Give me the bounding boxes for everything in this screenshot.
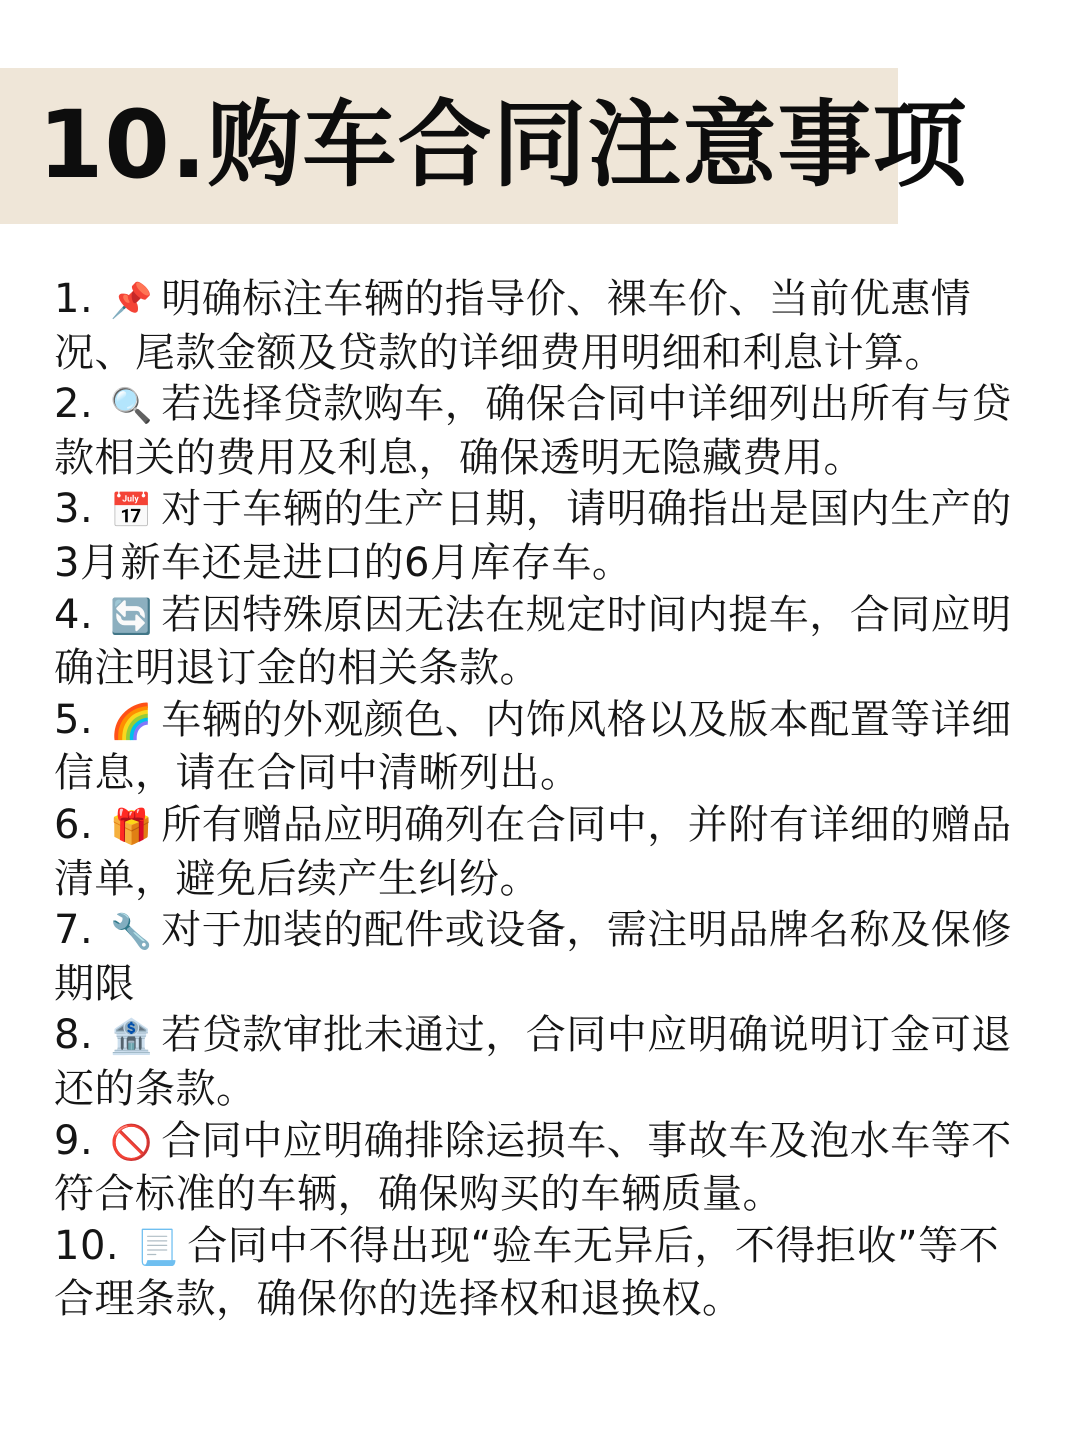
item-text: 对于加装的配件或设备，需注明品牌名称及保修期限: [54, 907, 1012, 1007]
item-number: 9.: [54, 1117, 94, 1164]
magnifier-icon: 🔍: [110, 386, 154, 427]
item-number: 2.: [54, 381, 94, 428]
list-item: [54, 379, 1034, 484]
pushpin-icon: 📌: [110, 281, 154, 321]
item-text: 明确标注车辆的指导价、裸车价、当前优惠情况、尾款金额及贷款的详细费用明细和利息计算。: [54, 276, 972, 376]
item-number: 3.: [54, 486, 94, 533]
item-text: 若贷款审批未通过，合同中应明确说明订金可退还的条款。: [54, 1012, 1012, 1112]
list-item: [54, 695, 1034, 800]
gift-icon: 🎁: [110, 806, 154, 847]
item-number: 7.: [54, 907, 94, 954]
item-number: 1.: [54, 276, 94, 322]
bank-icon: 🏦: [110, 1017, 154, 1058]
calendar-icon: 📅: [110, 491, 154, 532]
list-item: [54, 484, 1034, 589]
list-item: [54, 905, 1034, 1010]
page-title: 10.购车合同注意事项: [38, 91, 968, 200]
item-number: 5.: [54, 696, 94, 743]
list-item: [54, 1116, 1034, 1221]
item-text: 所有赠品应明确列在合同中，并附有详细的赠品清单，避免后续产生纠纷。: [54, 801, 1012, 902]
list-item: [54, 1221, 1034, 1326]
notes-list: [54, 274, 1034, 1326]
item-text: 若因特殊原因无法在规定时间内提车，合同应明确注明退订金的相关条款。: [54, 591, 1012, 692]
list-item: [54, 800, 1034, 905]
rainbow-icon: 🌈: [110, 701, 154, 742]
wrench-icon: 🔧: [110, 912, 154, 953]
item-text: 合同中应明确排除运损车、事故车及泡水车等不符合标准的车辆，确保购买的车辆质量。: [54, 1117, 1012, 1218]
refresh-icon: 🔄: [110, 596, 154, 637]
item-text: 若选择贷款购车，确保合同中详细列出所有与贷款相关的费用及利息，确保透明无隐藏费用。: [54, 381, 1012, 481]
prohibited-icon: 🚫: [110, 1122, 154, 1163]
item-number: 8.: [54, 1012, 94, 1059]
list-item: [54, 1010, 1034, 1115]
item-text: 合同中不得出现“验车无异后，不得拒收”等不合理条款，确保你的选择权和退换权。: [54, 1222, 1000, 1323]
item-number: 10.: [54, 1222, 120, 1269]
item-number: 6.: [54, 801, 94, 848]
item-text: 对于车辆的生产日期，请明确指出是国内生产的3月新车还是进口的6月库存车。: [54, 486, 1012, 586]
list-item: [54, 590, 1034, 695]
list-item: [54, 274, 1034, 379]
item-text: 车辆的外观颜色、内饰风格以及版本配置等详细信息，请在合同中清晰列出。: [54, 696, 1012, 797]
document-icon: 📃: [136, 1227, 180, 1268]
item-number: 4.: [54, 591, 94, 638]
